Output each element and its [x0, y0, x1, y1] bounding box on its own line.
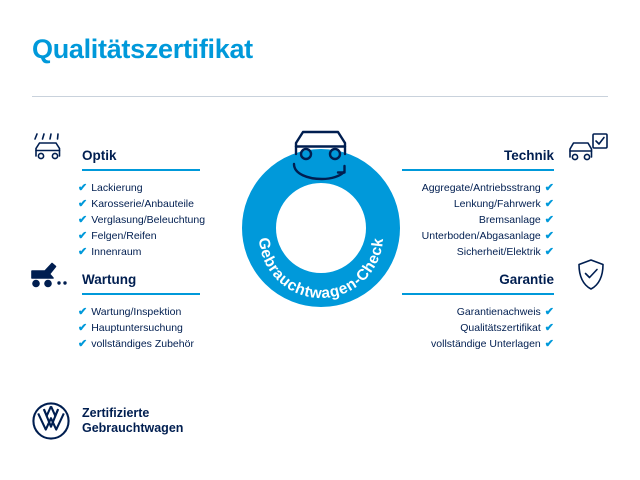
footer-line-1: Zertifizierte [82, 406, 150, 420]
list-item-label: Bremsanlage [478, 214, 541, 226]
list-item-label: Karosserie/Anbauteile [91, 198, 194, 210]
car-360-icon [282, 124, 362, 186]
vw-logo [32, 402, 70, 440]
list-item-label: Lenkung/Fahrwerk [453, 198, 541, 210]
list-item [78, 212, 205, 228]
list-item [422, 212, 554, 228]
list-item [78, 244, 205, 260]
check-icon: ✔ [78, 182, 88, 194]
list-item [422, 228, 554, 244]
section-rule-optik [82, 169, 200, 171]
check-icon: ✔ [544, 246, 554, 258]
check-icon: ✔ [544, 214, 554, 226]
list-item [422, 244, 554, 260]
section-heading-garantie [402, 272, 554, 295]
check-icon: ✔ [544, 338, 554, 350]
list-wartung [78, 304, 194, 352]
section-heading-wartung [82, 272, 200, 295]
list-item [78, 196, 205, 212]
check-icon: ✔ [544, 230, 554, 242]
list-optik [78, 180, 205, 260]
check-icon: ✔ [78, 214, 88, 226]
list-item [78, 228, 205, 244]
list-item-label: Innenraum [91, 246, 142, 258]
badge-360-check [226, 118, 416, 308]
list-item-label: Aggregate/Antriebsstrang [421, 182, 541, 194]
car-wash-icon [30, 132, 70, 169]
section-rule-wartung [82, 293, 200, 295]
check-icon: ✔ [544, 198, 554, 210]
section-label-optik: Optik [82, 148, 117, 163]
list-item-label: Unterboden/Abgasanlage [421, 230, 541, 242]
footer-brand [32, 402, 183, 440]
page-title: Qualitätszertifikat [32, 34, 253, 64]
oil-can-icon [28, 258, 72, 297]
list-item [78, 180, 205, 196]
check-icon: ✔ [78, 230, 88, 242]
check-icon: ✔ [544, 322, 554, 334]
list-item [431, 320, 554, 336]
check-icon: ✔ [78, 246, 88, 258]
car-checklist-icon [568, 132, 610, 169]
list-item [78, 320, 194, 336]
section-label-technik: Technik [503, 148, 554, 163]
list-item-label: Qualitätszertifikat [460, 322, 541, 334]
shield-check-icon [576, 258, 606, 297]
list-garantie [431, 304, 554, 352]
list-item-label: Hauptuntersuchung [91, 322, 183, 334]
section-heading-technik [402, 148, 554, 171]
list-item-label: Sicherheit/Elektrik [456, 246, 541, 258]
section-rule-technik [402, 169, 554, 171]
check-icon: ✔ [78, 306, 88, 318]
list-technik [422, 180, 554, 260]
check-icon: ✔ [78, 338, 88, 350]
title-divider [32, 96, 608, 97]
section-rule-garantie [402, 293, 554, 295]
list-item-label: vollständiges Zubehör [91, 338, 194, 350]
list-item-label: Verglasung/Beleuchtung [91, 214, 206, 226]
check-icon: ✔ [544, 306, 554, 318]
section-label-garantie: Garantie [499, 272, 554, 287]
list-item [422, 180, 554, 196]
badge-degrees: 360° [287, 218, 355, 253]
list-item [422, 196, 554, 212]
list-item [78, 336, 194, 352]
check-icon: ✔ [78, 198, 88, 210]
list-item-label: vollständige Unterlagen [431, 338, 541, 350]
badge-curved-text: Gebrauchtwagen-Check [254, 236, 388, 303]
section-heading-optik [82, 148, 200, 171]
list-item-label: Felgen/Reifen [91, 230, 157, 242]
list-item [78, 304, 194, 320]
list-item-label: Wartung/Inspektion [91, 306, 182, 318]
footer-line-2: Gebrauchtwagen [82, 421, 184, 435]
list-item-label: Lackierung [91, 182, 143, 194]
check-icon: ✔ [544, 182, 554, 194]
list-item [431, 304, 554, 320]
list-item-label: Garantienachweis [456, 306, 541, 318]
check-icon: ✔ [78, 322, 88, 334]
section-label-wartung: Wartung [82, 272, 137, 287]
footer-text [82, 406, 183, 436]
list-item [431, 336, 554, 352]
